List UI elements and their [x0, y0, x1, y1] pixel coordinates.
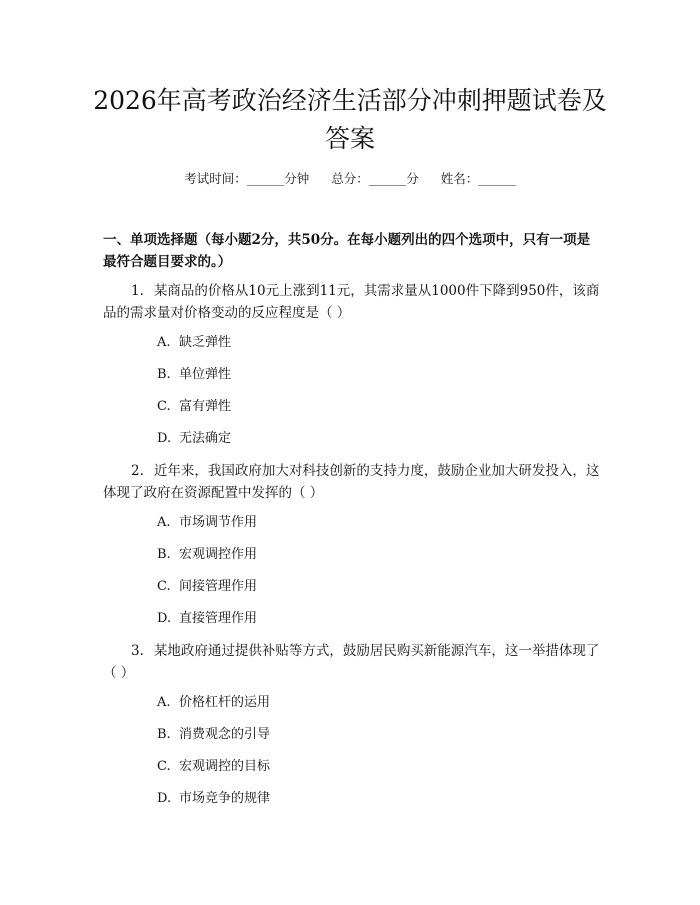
question-number: 2. — [131, 463, 144, 479]
question-3 — [103, 640, 603, 684]
question-2 — [103, 460, 603, 504]
option-letter: B. — [157, 367, 171, 382]
option-text: 间接管理作用 — [179, 579, 258, 594]
question-2-option-b — [157, 546, 257, 564]
option-letter: C. — [157, 579, 171, 594]
option-text: 消费观念的引导 — [179, 727, 271, 742]
question-3-option-d — [157, 790, 270, 808]
question-stem: 某地政府通过提供补贴等方式，鼓励居民购买新能源汽车，这一举措体现了（ ） — [103, 643, 600, 681]
question-stem: 近年来，我国政府加大对科技创新的支持力度，鼓励企业加大研发投入，这体现了政府在资源配置中发挥的（ ） — [103, 463, 600, 501]
option-text: 富有弹性 — [179, 399, 232, 414]
question-1-option-a — [157, 334, 231, 352]
option-letter: A. — [157, 695, 171, 710]
option-letter: C. — [157, 759, 171, 774]
option-text: 无法确定 — [179, 431, 232, 446]
option-text: 宏观调控作用 — [179, 547, 258, 562]
option-letter: A. — [157, 335, 171, 350]
question-1-option-b — [157, 366, 231, 384]
option-text: 市场竞争的规律 — [179, 791, 271, 806]
question-1-option-c — [157, 398, 231, 416]
question-number: 1. — [131, 283, 144, 299]
name-label: 姓名：______ — [440, 171, 516, 186]
option-letter: B. — [157, 547, 171, 562]
question-2-option-c — [157, 578, 257, 596]
exam-meta — [0, 170, 700, 188]
question-3-option-c — [157, 758, 270, 776]
option-letter: D. — [157, 611, 172, 626]
option-letter: D. — [157, 791, 172, 806]
option-text: 直接管理作用 — [179, 611, 258, 626]
question-2-option-d — [157, 610, 257, 628]
option-letter: A. — [157, 515, 171, 530]
option-text: 价格杠杆的运用 — [179, 695, 271, 710]
question-3-option-b — [157, 726, 270, 744]
option-letter: B. — [157, 727, 171, 742]
question-1-option-d — [157, 430, 231, 448]
option-text: 宏观调控的目标 — [179, 759, 271, 774]
option-text: 缺乏弹性 — [179, 335, 232, 350]
section-heading: 一、单项选择题（每小题2分，共50分。在每小题列出的四个选项中，只有一项是最符合题目要求的。） — [103, 232, 591, 270]
option-text: 市场调节作用 — [179, 515, 258, 530]
option-letter: D. — [157, 431, 172, 446]
question-3-option-a — [157, 694, 270, 712]
question-1 — [103, 280, 603, 324]
total-score-label: 总分：______分 — [331, 171, 419, 186]
question-number: 3. — [131, 643, 144, 659]
exam-time-label: 考试时间：______分钟 — [184, 171, 310, 186]
question-2-option-a — [157, 514, 257, 532]
option-letter: C. — [157, 399, 171, 414]
page-title: 2026年高考政治经济生活部分冲刺押题试卷及答案 — [93, 86, 607, 153]
option-text: 单位弹性 — [179, 367, 232, 382]
question-stem: 某商品的价格从10元上涨到11元，其需求量从1000件下降到950件，该商品的需求量对价格变动的反应程度是（ ） — [103, 283, 600, 321]
